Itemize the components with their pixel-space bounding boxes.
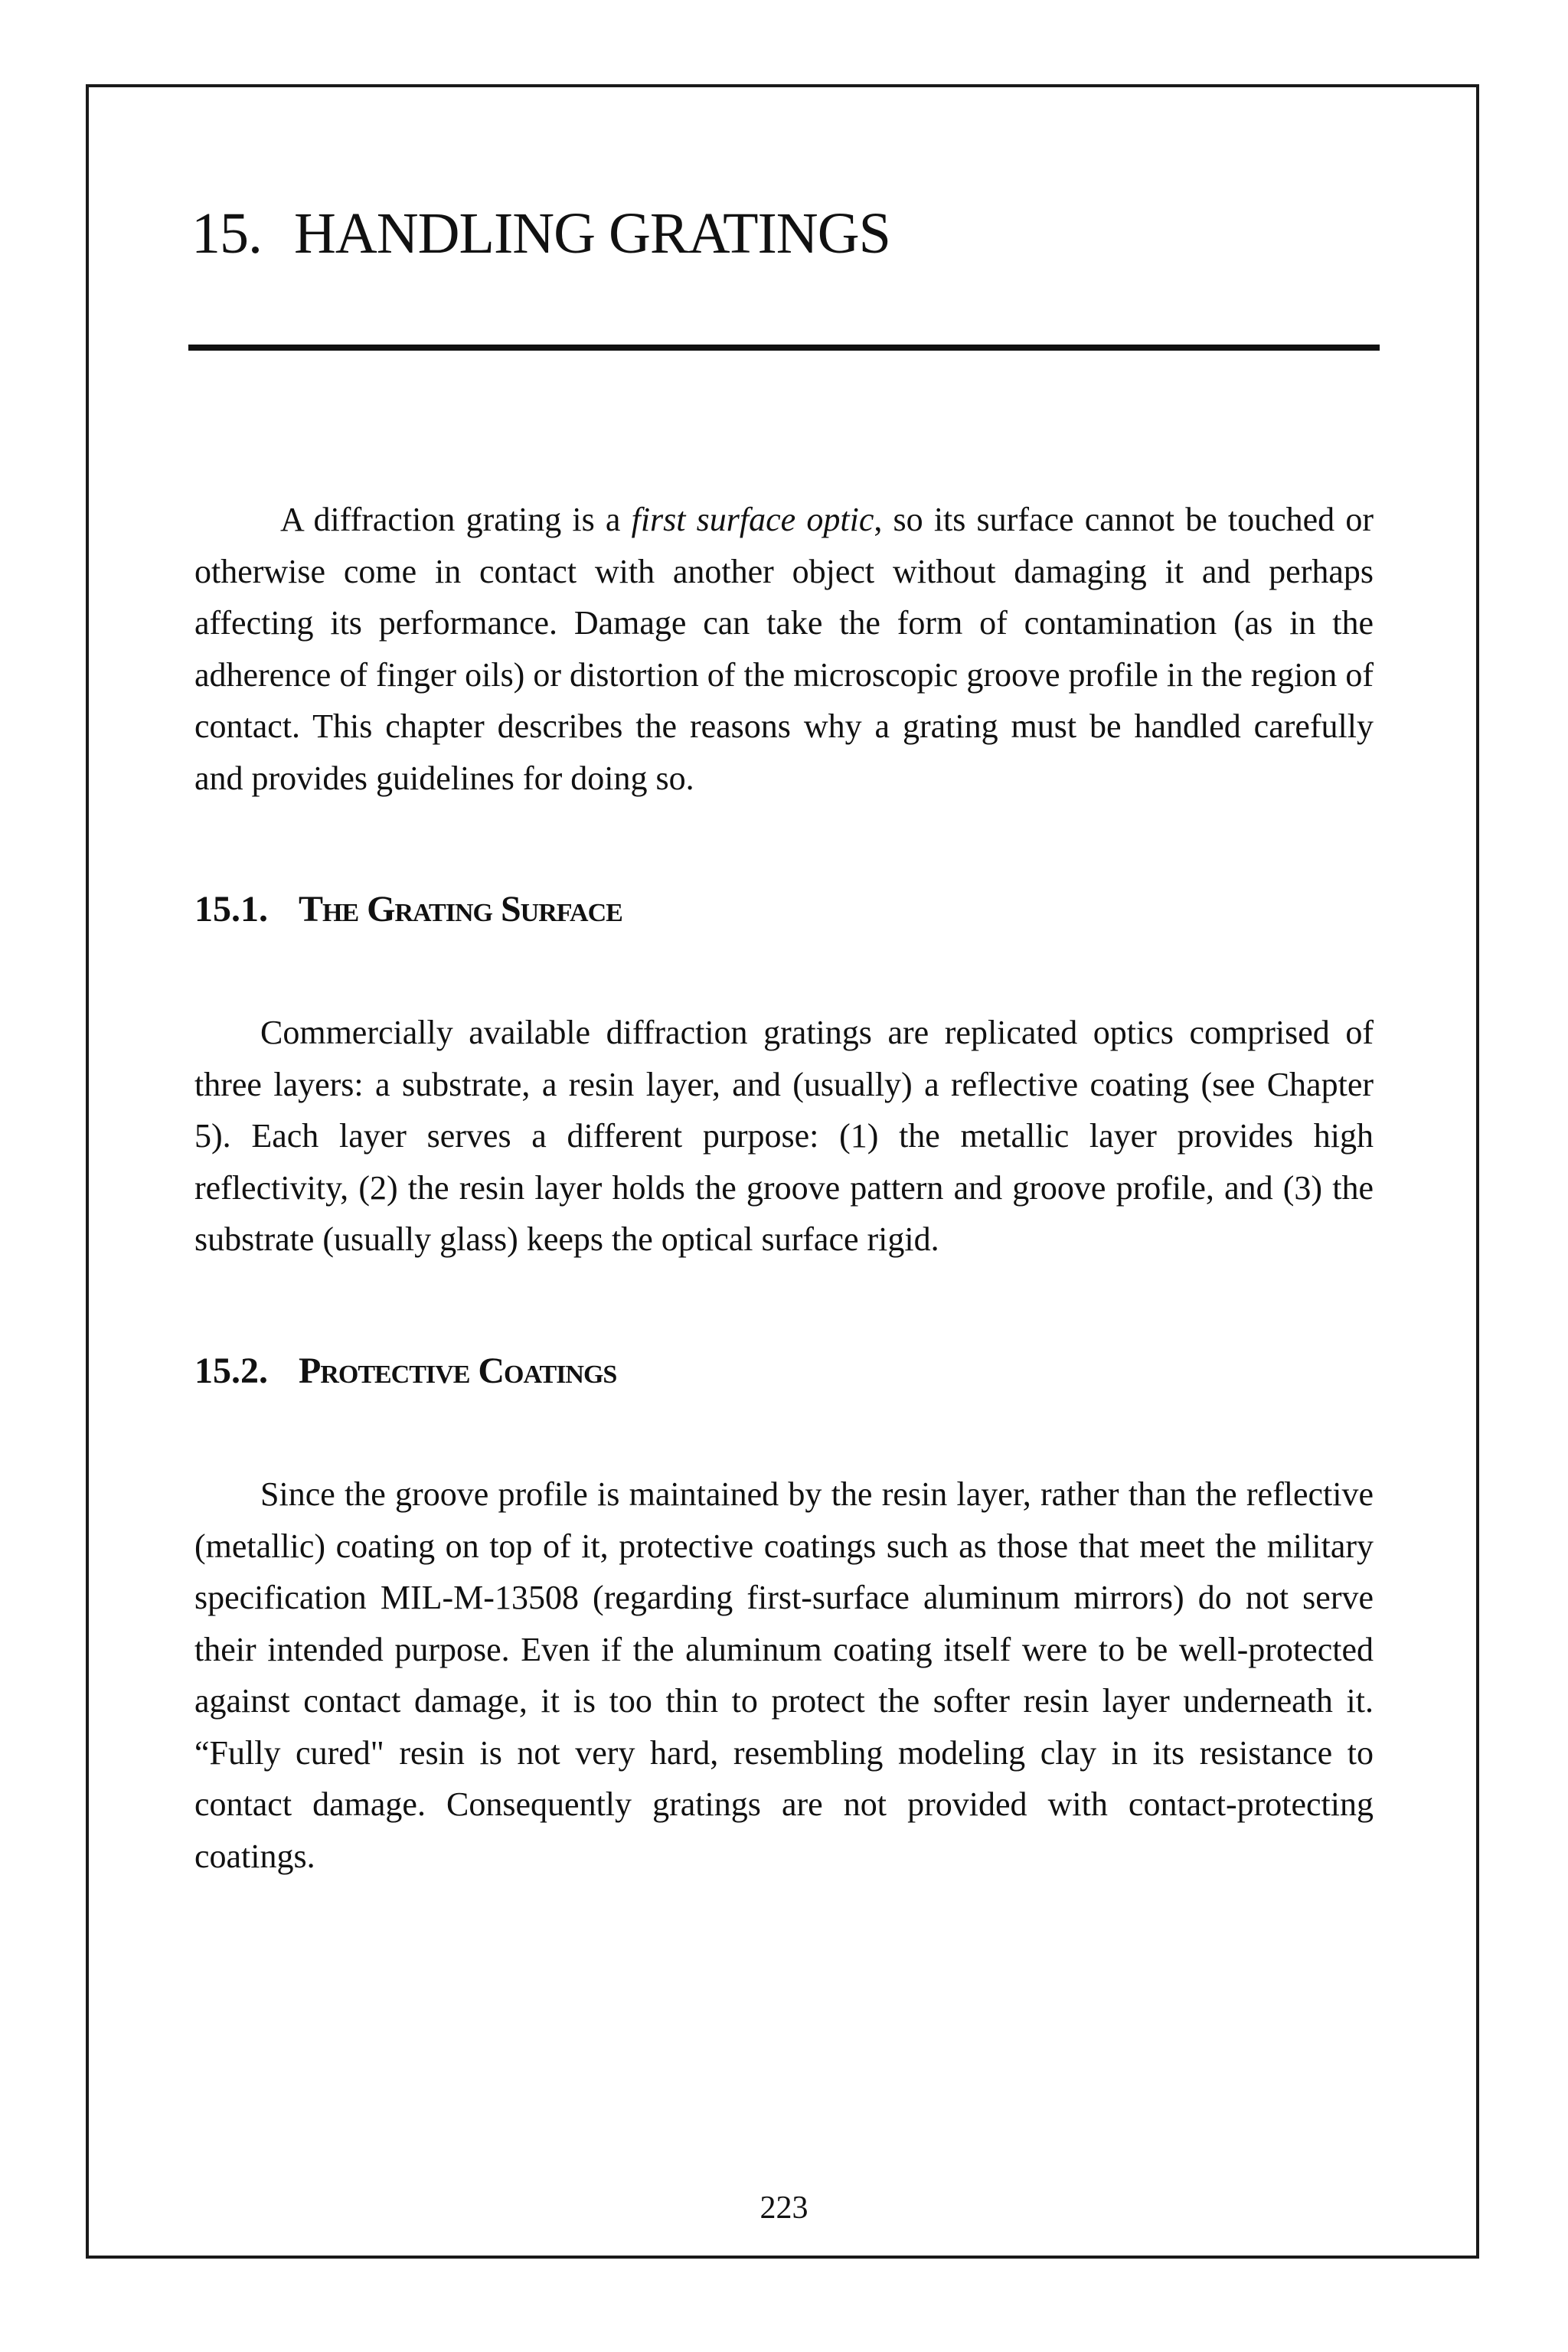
page-number: 223 [760,2190,808,2226]
section-number: 15.1. [194,889,268,929]
intro-lead: A diffraction grating is a [280,501,632,538]
section-heading-protective-coatings [194,1350,616,1392]
title-rule [188,345,1380,351]
intro-paragraph [194,494,1374,804]
section-title: Protective Coatings [299,1351,617,1391]
section-number: 15.2. [194,1351,268,1391]
intro-rest: , so its surface cannot be touched or otherwise come in contact with another object without damaging it and perhaps affecting its performance. Damage can take the form of contamination (as in the adherence of finger oils) or distortion of the microscopic groove profile in the region of contact. This chapter describes the reasons why a grating must be handled carefully and provides guidelines for doing so. [194,501,1374,797]
protective-coatings-paragraph: Since the groove profile is maintained by the resin layer, rather than the reflective (metallic) coating on top of it, protective coatings such as those that meet the military specification MIL-M-13508 (regarding first-surface aluminum mirrors) do not serve their intended purpose. Even if the aluminum coating itself were to be well-protected against contact damage, it is too thin to protect the softer resin layer underneath it. “Fully cured" resin is not very hard, resembling modeling clay in its resistance to contact damage. Consequently gratings are not provided with contact-protecting coatings. [194,1475,1374,1875]
grating-surface-paragraph: Commercially available diffraction gratings are replicated optics comprised of three layers: a substrate, a resin layer, and (usually) a reflective coating (see Chapter 5). Each layer serves a different purpose: (1) the metallic layer provides high reflectivity, (2) the resin layer holds the groove pattern and groove profile, and (3) the substrate (usually glass) keeps the optical surface rigid. [194,1014,1374,1258]
intro-emphasis: first surface optic [631,501,874,538]
chapter-title-text: HANDLING GRATINGS [294,201,890,266]
chapter-title [191,201,890,267]
section-title: The Grating Surface [299,889,622,929]
chapter-number: 15. [191,201,262,266]
section-heading-grating-surface [194,888,622,930]
